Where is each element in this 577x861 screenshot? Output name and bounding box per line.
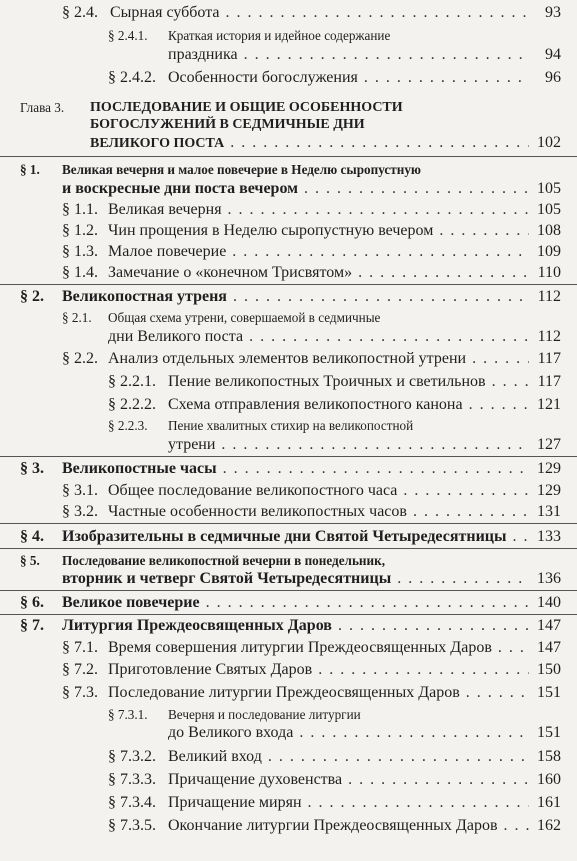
toc-entry — [168, 724, 561, 742]
entry-title: Чин прощения в Неделю сыропустную вечером — [108, 222, 434, 239]
leader-dots — [358, 264, 529, 282]
divider — [0, 156, 577, 157]
entry-number: § 7.3.2. — [108, 748, 156, 765]
toc-entry — [20, 594, 561, 612]
leader-dots — [397, 570, 529, 588]
entry-page: 151 — [537, 724, 561, 741]
entry-title: Замечание о «конечном Трисвятом» — [108, 264, 353, 281]
toc-entry — [62, 482, 561, 500]
leader-dots — [308, 794, 529, 812]
leader-dots — [233, 288, 529, 306]
entry-number: § 3.1. — [62, 482, 98, 499]
toc-entry — [108, 396, 561, 414]
entry-title: Вечерня и последование литургии — [168, 707, 361, 722]
entry-page: 147 — [537, 617, 561, 634]
entry-page: 110 — [537, 264, 561, 281]
entry-number: § 7.3.3. — [108, 771, 156, 788]
entry-title: Окончание литургии Преждеосвященных Даров — [168, 817, 498, 834]
leader-dots — [221, 436, 529, 454]
entry-page: 117 — [537, 350, 561, 367]
entry-page: 129 — [537, 482, 561, 499]
toc-entry — [20, 288, 561, 306]
entry-title: Общая схема утрени, совершаемой в седмичные — [108, 310, 381, 325]
leader-dots — [304, 180, 529, 198]
entry-page: 109 — [537, 243, 561, 260]
entry-page: 140 — [537, 594, 561, 611]
entry-number: § 7.1. — [62, 639, 98, 656]
entry-title: Частные особенности великопостных часов — [108, 503, 407, 520]
entry-page: 147 — [537, 639, 561, 656]
entry-title: Особенности богослужения — [168, 69, 358, 86]
leader-dots — [466, 684, 529, 702]
entry-title: Причащение духовенства — [168, 771, 343, 788]
chapter-label: Глава 3. — [20, 100, 65, 115]
entry-page: 136 — [537, 570, 561, 587]
toc-entry — [168, 46, 561, 64]
entry-number: § 2.2.1. — [108, 373, 156, 390]
entry-title: Сырная суббота — [110, 4, 220, 21]
entry-page: 129 — [537, 460, 561, 477]
toc-entry — [20, 460, 561, 478]
divider — [0, 456, 577, 457]
leader-dots — [498, 639, 529, 657]
toc-entry — [108, 373, 561, 391]
toc-entry — [168, 436, 561, 454]
toc-entry — [108, 817, 561, 835]
entry-title-cont: и воскресные дни поста вечером — [62, 180, 299, 197]
entry-number: § 2.4. — [62, 4, 98, 21]
entry-number: § 2.4.2. — [108, 69, 156, 86]
entry-page: 150 — [537, 661, 561, 678]
toc-entry — [62, 180, 561, 198]
toc-entry — [108, 328, 561, 346]
entry-title: Литургия Преждеосвященных Даров — [62, 617, 332, 634]
entry-number: § 7.3. — [62, 684, 98, 701]
toc-entry — [20, 528, 561, 546]
leader-dots — [439, 222, 529, 240]
entry-title-cont: дни Великого поста — [108, 328, 244, 345]
entry-page: 112 — [537, 328, 561, 345]
leader-dots — [504, 817, 530, 835]
entry-title: Анализ отдельных элементов великопостной утрени — [108, 350, 467, 367]
leader-dots — [469, 396, 529, 414]
entry-title-cont: до Великого входа — [168, 724, 294, 741]
toc-entry — [62, 570, 561, 588]
toc-entry — [62, 661, 561, 679]
entry-page: 96 — [545, 69, 561, 86]
entry-page: 127 — [537, 436, 561, 453]
entry-title: Великая вечерня и малое повечерие в Неделю сыропустную — [62, 162, 422, 177]
divider — [0, 614, 577, 615]
entry-title-cont: утрени — [168, 436, 216, 453]
toc-entry — [90, 134, 561, 152]
entry-page: 121 — [537, 396, 561, 413]
leader-dots — [268, 748, 529, 766]
entry-title-cont: праздника — [168, 46, 238, 63]
toc-entry — [62, 243, 561, 261]
entry-title: Схема отправления великопостного канона — [168, 396, 463, 413]
entry-title: Великий вход — [168, 748, 262, 765]
entry-number: § 1.4. — [62, 264, 98, 281]
entry-number: § 7.3.5. — [108, 817, 156, 834]
leader-dots — [318, 661, 529, 679]
toc-entry — [62, 503, 561, 521]
entry-number: § 2.4.1. — [108, 28, 148, 43]
entry-page: 160 — [537, 771, 561, 788]
leader-dots — [225, 4, 529, 22]
chapter-title-cont: ВЕЛИКОГО ПОСТА — [90, 136, 225, 151]
toc-entry — [62, 222, 561, 240]
entry-page: 162 — [537, 817, 561, 834]
toc-entry — [108, 771, 561, 789]
leader-dots — [230, 134, 529, 152]
entry-number: § 7.3.1. — [108, 707, 148, 722]
entry-title: Великопостная утреня — [62, 288, 227, 305]
toc-entry — [20, 617, 561, 635]
leader-dots — [348, 771, 529, 789]
entry-number: § 3.2. — [62, 503, 98, 520]
entry-number: § 2.2. — [62, 350, 98, 367]
entry-number: § 7.3.4. — [108, 794, 156, 811]
entry-number: § 7. — [20, 617, 44, 634]
entry-page: 117 — [537, 373, 561, 390]
entry-page: 94 — [545, 46, 561, 63]
divider — [0, 523, 577, 524]
toc-entry — [62, 350, 561, 368]
leader-dots — [249, 328, 529, 346]
chapter-title: ПОСЛЕДОВАНИЕ И ОБЩИЕ ОСОБЕННОСТИ — [90, 100, 403, 115]
entry-number: § 1.1. — [62, 201, 98, 218]
leader-dots — [244, 46, 529, 64]
entry-page: 102 — [537, 134, 561, 151]
toc-entry — [108, 69, 561, 87]
entry-page: 112 — [537, 288, 561, 305]
entry-number: § 7.2. — [62, 661, 98, 678]
entry-number: § 3. — [20, 460, 44, 477]
entry-number: § 4. — [20, 528, 44, 545]
entry-title: Общее последование великопостного часа — [108, 482, 398, 499]
entry-title: Пение великопостных Троичных и светильнов — [168, 373, 486, 390]
entry-title: Изобразительны в седмичные дни Святой Четыредесятницы — [62, 528, 507, 545]
leader-dots — [338, 617, 529, 635]
entry-page: 108 — [537, 222, 561, 239]
entry-title: Пение хвалитных стихир на великопостной — [168, 418, 414, 433]
leader-dots — [232, 243, 529, 261]
entry-title: Время совершения литургии Преждеосвященных Даров — [108, 639, 492, 656]
entry-number: § 2.2.3. — [108, 418, 148, 433]
entry-page: 158 — [537, 748, 561, 765]
entry-page: 93 — [545, 4, 561, 21]
entry-number: § 1.2. — [62, 222, 98, 239]
leader-dots — [299, 724, 529, 742]
entry-page: 131 — [537, 503, 561, 520]
entry-number: § 5. — [20, 553, 40, 568]
toc-entry — [62, 201, 561, 219]
divider — [0, 590, 577, 591]
entry-title: Краткая история и идейное содержание — [168, 28, 391, 43]
entry-number: § 1. — [20, 162, 40, 177]
leader-dots — [223, 460, 529, 478]
leader-dots — [492, 373, 529, 391]
entry-page: 151 — [537, 684, 561, 701]
entry-title: Последование великопостной вечерни в понедельник, — [62, 553, 386, 568]
entry-number: § 1.3. — [62, 243, 98, 260]
entry-title: Великая вечерня — [108, 201, 222, 218]
entry-title-cont: вторник и четверг Святой Четыредесятницы — [62, 570, 392, 587]
leader-dots — [413, 503, 529, 521]
entry-page: 133 — [537, 528, 561, 545]
leader-dots — [364, 69, 529, 87]
entry-title: Великопостные часы — [62, 460, 217, 477]
toc-entry — [62, 4, 561, 22]
entry-title: Великое повечерие — [62, 594, 200, 611]
toc-entry — [62, 264, 561, 282]
divider — [0, 284, 577, 285]
chapter-title-cont: БОГОСЛУЖЕНИЙ В СЕДМИЧНЫЕ ДНИ — [90, 117, 365, 132]
entry-number: § 2. — [20, 288, 44, 305]
leader-dots — [206, 594, 529, 612]
leader-dots — [403, 482, 529, 500]
entry-page: 105 — [537, 180, 561, 197]
leader-dots — [513, 528, 530, 546]
entry-title: Причащение мирян — [168, 794, 302, 811]
toc-entry — [62, 684, 561, 702]
entry-page: 161 — [537, 794, 561, 811]
entry-number: § 2.1. — [62, 310, 92, 325]
divider — [0, 548, 577, 549]
entry-number: § 2.2.2. — [108, 396, 156, 413]
toc-entry — [108, 794, 561, 812]
leader-dots — [472, 350, 529, 368]
entry-title: Приготовление Святых Даров — [108, 661, 313, 678]
toc-entry — [108, 748, 561, 766]
entry-number: § 6. — [20, 594, 44, 611]
toc-entry — [62, 639, 561, 657]
entry-page: 105 — [537, 201, 561, 218]
entry-title: Последование литургии Преждеосвященных Даров — [108, 684, 460, 701]
leader-dots — [228, 201, 529, 219]
entry-title: Малое повечерие — [108, 243, 227, 260]
